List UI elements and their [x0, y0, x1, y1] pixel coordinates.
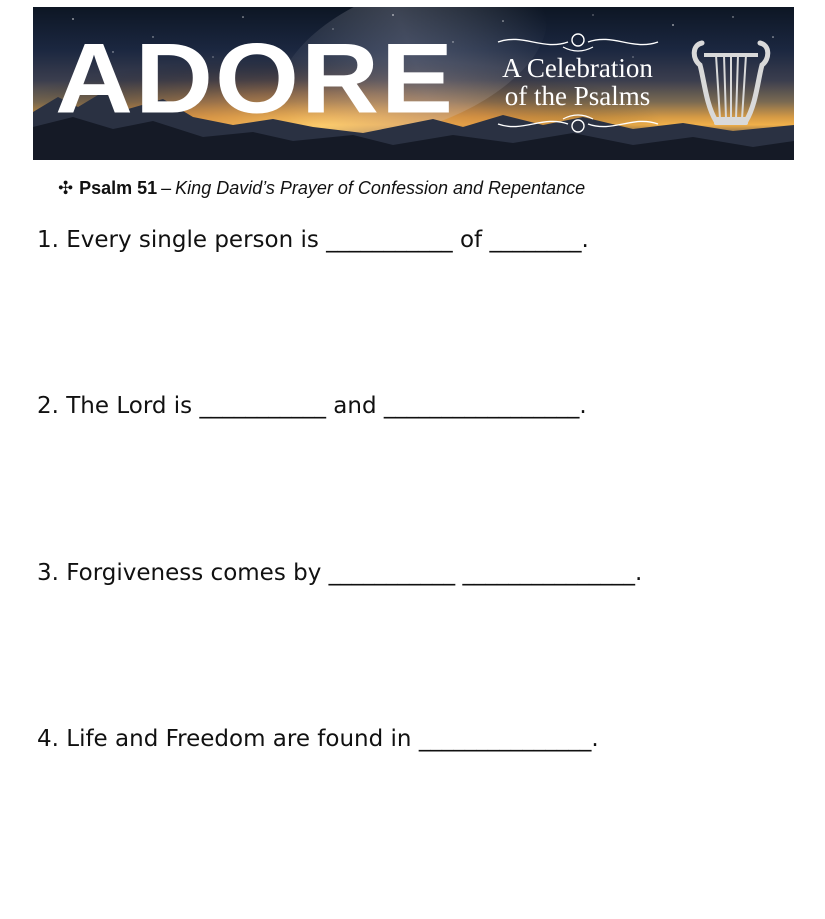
fill-in-item-3: 3. Forgiveness comes by ___________ _______________. — [37, 560, 643, 586]
psalm-heading — [58, 177, 585, 199]
flourish-top-ornament — [493, 29, 663, 55]
subtitle-line-2: of the Psalms — [504, 81, 651, 111]
subtitle-line-1: A Celebration — [502, 53, 653, 83]
heading-dash: – — [161, 178, 172, 198]
cross-icon: ✣ — [58, 178, 74, 198]
fill-in-item-2: 2. The Lord is ___________ and _________________. — [37, 393, 587, 419]
banner-subtitle — [485, 54, 670, 110]
header-banner — [33, 7, 794, 160]
psalm-description: King David’s Prayer of Confession and Repentance — [175, 178, 586, 198]
psalm-reference: Psalm 51 — [79, 178, 158, 198]
flourish-bottom-ornament — [493, 111, 663, 137]
lyre-icon — [690, 35, 772, 133]
fill-in-item-1: 1. Every single person is ___________ of ________. — [37, 227, 589, 253]
fill-in-item-4: 4. Life and Freedom are found in _______________. — [37, 726, 599, 752]
brand-wordmark: ADORE — [55, 22, 456, 134]
